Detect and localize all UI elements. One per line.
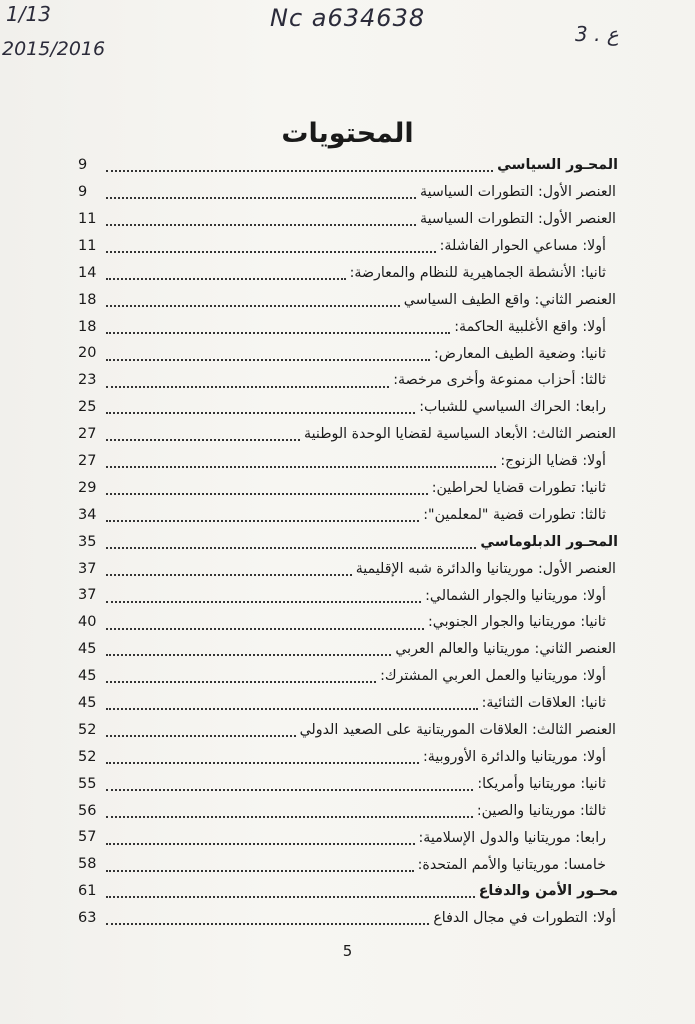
toc-entry xyxy=(78,555,618,582)
toc-leader-dots xyxy=(106,349,430,361)
toc-page-number: 55 xyxy=(78,775,97,792)
page-title: المحتويات xyxy=(281,118,414,150)
toc-page-number: 18 xyxy=(78,291,97,308)
toc-entry-text: خامسا: موريتانيا والأمم المتحدة: xyxy=(417,856,606,873)
toc-leader-dots xyxy=(106,806,473,818)
toc-entry xyxy=(78,636,618,663)
toc-leader-dots xyxy=(106,833,415,845)
toc-leader-dots xyxy=(106,644,391,656)
toc-page-number: 23 xyxy=(78,372,97,389)
toc-leader-dots xyxy=(106,322,450,334)
toc-entry-text: العنصر الثالث: الأبعاد السياسية لقضايا الوحدة الوطنية xyxy=(304,426,616,443)
toc-entry xyxy=(78,744,618,771)
toc-page-number: 29 xyxy=(78,479,97,496)
toc-entry-text: ثانيا: وضعية الطيف المعارض: xyxy=(433,345,606,362)
toc-page-number: 56 xyxy=(78,802,97,819)
toc-page-number: 11 xyxy=(78,237,97,254)
toc-leader-dots xyxy=(106,483,428,495)
toc-leader-dots xyxy=(106,187,416,199)
toc-entry-text: ثالثا: موريتانيا والصين: xyxy=(476,802,606,819)
toc-entry-text: العنصر الثالث: العلاقات الموريتانية على الصعيد الدولي xyxy=(299,722,616,739)
toc-entry-text: العنصر الأول: موريتانيا والدائرة شبه الإقليمية xyxy=(355,560,616,577)
toc-page-number: 35 xyxy=(78,533,97,550)
toc-entry xyxy=(78,313,618,340)
toc-entry xyxy=(78,663,618,690)
toc-page-number: 63 xyxy=(78,910,97,927)
toc-page-number: 27 xyxy=(78,452,97,469)
toc-page-number: 11 xyxy=(78,210,97,227)
toc-leader-dots xyxy=(106,160,493,172)
toc-page-number: 18 xyxy=(78,318,97,335)
toc-page-number: 45 xyxy=(78,695,97,711)
toc-leader-dots xyxy=(106,456,496,468)
toc-entry xyxy=(78,690,618,717)
toc-page-number: 20 xyxy=(78,345,97,362)
toc-leader-dots xyxy=(106,618,424,630)
toc-entry-text: ثانيا: تطورات قضايا لحراطين: xyxy=(431,480,606,497)
toc-entry-text: العنصر الثاني: موريتانيا والعالم العربي xyxy=(395,641,616,658)
toc-entry-text: رابعا: موريتانيا والدول الإسلامية: xyxy=(418,829,606,846)
toc-leader-dots xyxy=(106,860,414,872)
toc-entry-text: أولا: التطورات في مجال الدفاع xyxy=(433,910,616,927)
handwritten-years: 2015/2016 xyxy=(2,38,106,60)
toc-leader-dots xyxy=(106,779,473,791)
toc-entry-text: ثانيا: العلاقات الثنائية: xyxy=(481,695,606,712)
toc-leader-dots xyxy=(106,241,436,253)
toc-section-heading: محـور الأمن والدفاع xyxy=(478,883,618,900)
toc-page-number: 52 xyxy=(78,721,97,738)
toc-section-heading: المحـور الدبلوماسي xyxy=(480,533,618,550)
toc-leader-dots xyxy=(106,752,419,764)
toc-page-number: 25 xyxy=(78,399,97,416)
toc-page-number: 37 xyxy=(78,587,97,604)
toc-leader-dots xyxy=(106,671,376,683)
toc-entry-text: ثانيا: موريتانيا والجوار الجنوبي: xyxy=(427,614,606,631)
toc-entry-text: رابعا: الحراك السياسي للشباب: xyxy=(419,399,606,416)
toc-entry xyxy=(78,206,618,233)
toc-entry-text: أولا: موريتانيا والدائرة الأوروبية: xyxy=(423,748,606,765)
toc-entry-text: ثالثا: تطورات قضية "لمعلمين": xyxy=(423,506,606,523)
toc-entry xyxy=(78,797,618,824)
toc-leader-dots xyxy=(106,913,429,925)
toc-entry xyxy=(78,394,618,421)
toc-entry xyxy=(78,878,618,905)
toc-page-number: 61 xyxy=(78,883,97,900)
toc-entry xyxy=(78,152,618,179)
toc-entry xyxy=(78,905,618,932)
toc-entry xyxy=(78,340,618,367)
toc-section-heading: المحـور السياسي xyxy=(497,157,618,174)
toc-entry-text: العنصر الأول: التطورات السياسية xyxy=(420,184,616,201)
toc-entry xyxy=(78,448,618,475)
toc-entry-text: العنصر الأول: التطورات السياسية xyxy=(420,211,616,228)
toc-page-number: 58 xyxy=(78,856,97,873)
toc-leader-dots xyxy=(106,429,300,441)
toc-entry xyxy=(78,582,618,609)
toc-leader-dots xyxy=(106,510,419,522)
toc-entry-text: أولا: موريتانيا والعمل العربي المشترك: xyxy=(380,668,606,685)
toc-entry-text: ثانيا: موريتانيا وأمريكا: xyxy=(477,775,606,792)
toc-page-number: 9 xyxy=(78,157,88,174)
toc-entry-text: أولا: واقع الأغلبية الحاكمة: xyxy=(454,318,606,335)
toc-leader-dots xyxy=(106,537,476,549)
toc-entry xyxy=(78,421,618,448)
toc-leader-dots xyxy=(106,591,421,603)
toc-entry-text: أولا: قضايا الزنوج: xyxy=(500,453,606,470)
toc-entry xyxy=(78,528,618,555)
toc-leader-dots xyxy=(106,886,475,898)
toc-entry xyxy=(78,770,618,797)
toc-page-number: 57 xyxy=(78,829,97,846)
toc-page-number: 37 xyxy=(78,560,97,577)
toc-page-number: 14 xyxy=(78,264,97,281)
toc-leader-dots xyxy=(106,725,296,737)
toc-page-number: 45 xyxy=(78,641,97,658)
toc-entry-text: أولا: موريتانيا والجوار الشمالي: xyxy=(425,587,606,604)
toc-entry xyxy=(78,851,618,878)
toc-leader-dots xyxy=(106,376,389,388)
toc-entry-text: العنصر الثاني: واقع الطيف السياسي xyxy=(403,291,616,308)
toc-entry xyxy=(78,233,618,260)
toc-entry xyxy=(78,824,618,851)
toc-entry-text: أولا: مساعي الحوار الفاشلة: xyxy=(439,238,606,255)
toc-entry-text: ثالثا: أحزاب ممنوعة وأخرى مرخصة: xyxy=(393,372,606,389)
toc-page-number: 27 xyxy=(78,426,97,443)
page-number: 5 xyxy=(342,942,353,960)
toc-entry xyxy=(78,367,618,394)
toc-page-number: 9 xyxy=(78,184,88,201)
toc-leader-dots xyxy=(106,564,352,576)
table-of-contents xyxy=(78,152,618,932)
handwritten-fraction: 1/13 xyxy=(6,2,51,26)
toc-leader-dots xyxy=(106,268,346,280)
toc-entry xyxy=(78,475,618,502)
handwritten-catalog-code: Nc a634638 xyxy=(270,4,426,32)
toc-entry-text: ثانيا: الأنشطة الجماهيرية للنظام والمعارضة: xyxy=(349,264,606,281)
toc-entry xyxy=(78,286,618,313)
toc-entry xyxy=(78,502,618,529)
toc-entry xyxy=(78,260,618,287)
toc-entry xyxy=(78,179,618,206)
toc-leader-dots xyxy=(106,698,478,710)
toc-page-number: 34 xyxy=(78,506,97,523)
toc-page-number: 45 xyxy=(78,668,97,685)
toc-leader-dots xyxy=(106,214,416,226)
toc-page-number: 40 xyxy=(78,614,97,631)
toc-page-number: 52 xyxy=(78,748,97,765)
toc-leader-dots xyxy=(106,295,400,307)
handwritten-mark: 3 . ع xyxy=(575,22,619,46)
toc-entry xyxy=(78,609,618,636)
toc-leader-dots xyxy=(106,402,415,414)
toc-entry xyxy=(78,717,618,744)
